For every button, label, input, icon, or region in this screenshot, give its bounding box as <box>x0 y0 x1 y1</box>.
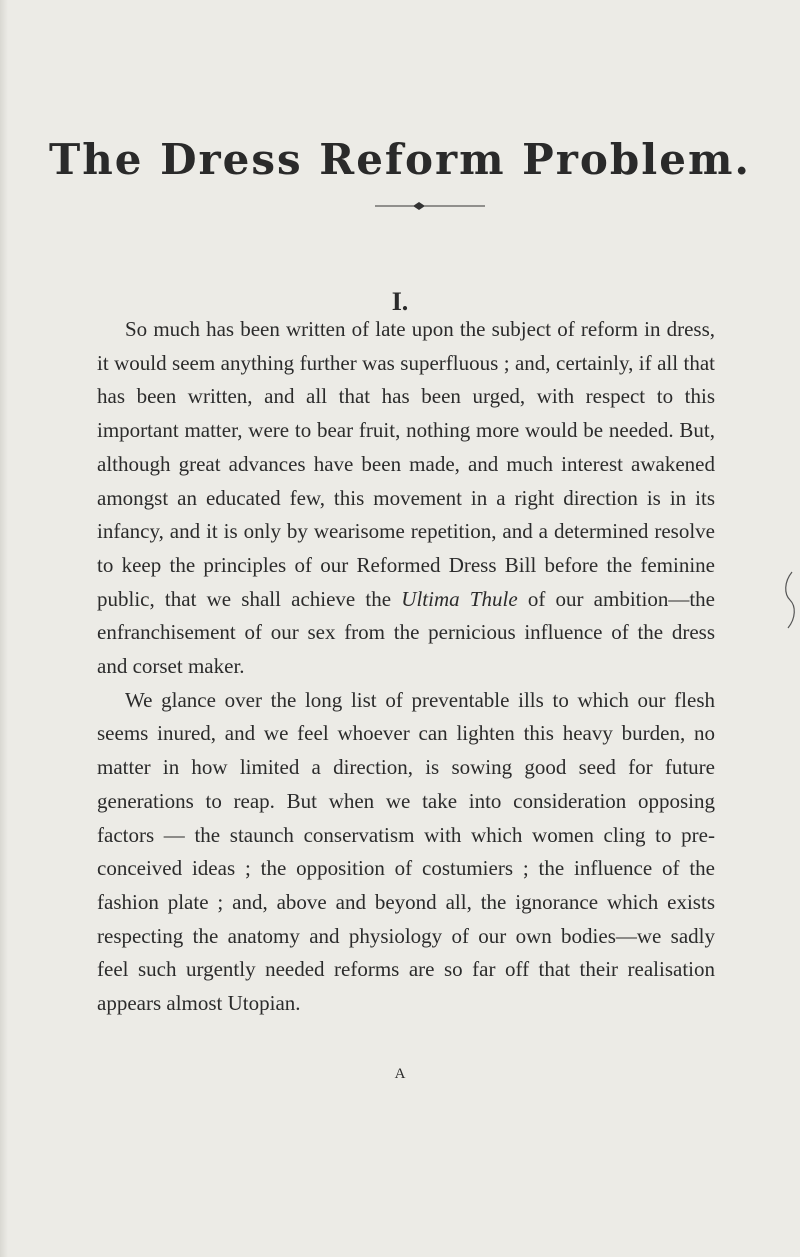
paragraph-2: We glance over the long list of preventable ills to which our flesh seems inured, and we feel whoever can lighten this heavy burden, no matter in how limited a direction, is sowing good seed for future generations to reap. But when we take into consideration opposing factors — the staunch conservatism with which women cling to pre-conceived ideas ; the opposition of costumiers ; the influence of the fashion plate ; and, above and beyond all, the ignorance which exists respecting the anatomy and physiology of our own bodies—we sadly feel such urgently needed reforms are so far off that their realisation appears almost Utopian. <box>97 687 715 1016</box>
section-number: I. <box>391 287 409 316</box>
signature-mark: A <box>394 1066 406 1082</box>
paragraph-1-text-b: of our ambition—the enfranchisement of our sex from the pernicious influence of the dress and corset maker. <box>97 586 716 679</box>
paragraph-1 <box>97 313 715 684</box>
page-title: The Dress Reform Problem. <box>48 135 752 184</box>
paragraph-1-text-a: So much has been written of late upon the subject of reform in dress, it would seem anything further was superfluous ; and, certainly, if all that has been written, and all that has been urged, with respect to this important matter, were to bear fruit, nothing more would be needed. But, although great advances have been made, and much interest awakened amongst an educated few, this movement in a right direction is in its infancy, and it is only by wearisome repetition, and a determined resolve to keep the principles of our Reformed Dress Bill before the feminine public, that we shall achieve the <box>97 317 715 611</box>
body-text <box>97 313 715 1021</box>
title-rule-ornament <box>375 200 485 212</box>
margin-bracket-mark <box>782 570 798 630</box>
paragraph-1-italic: Ultima Thule <box>401 586 518 611</box>
